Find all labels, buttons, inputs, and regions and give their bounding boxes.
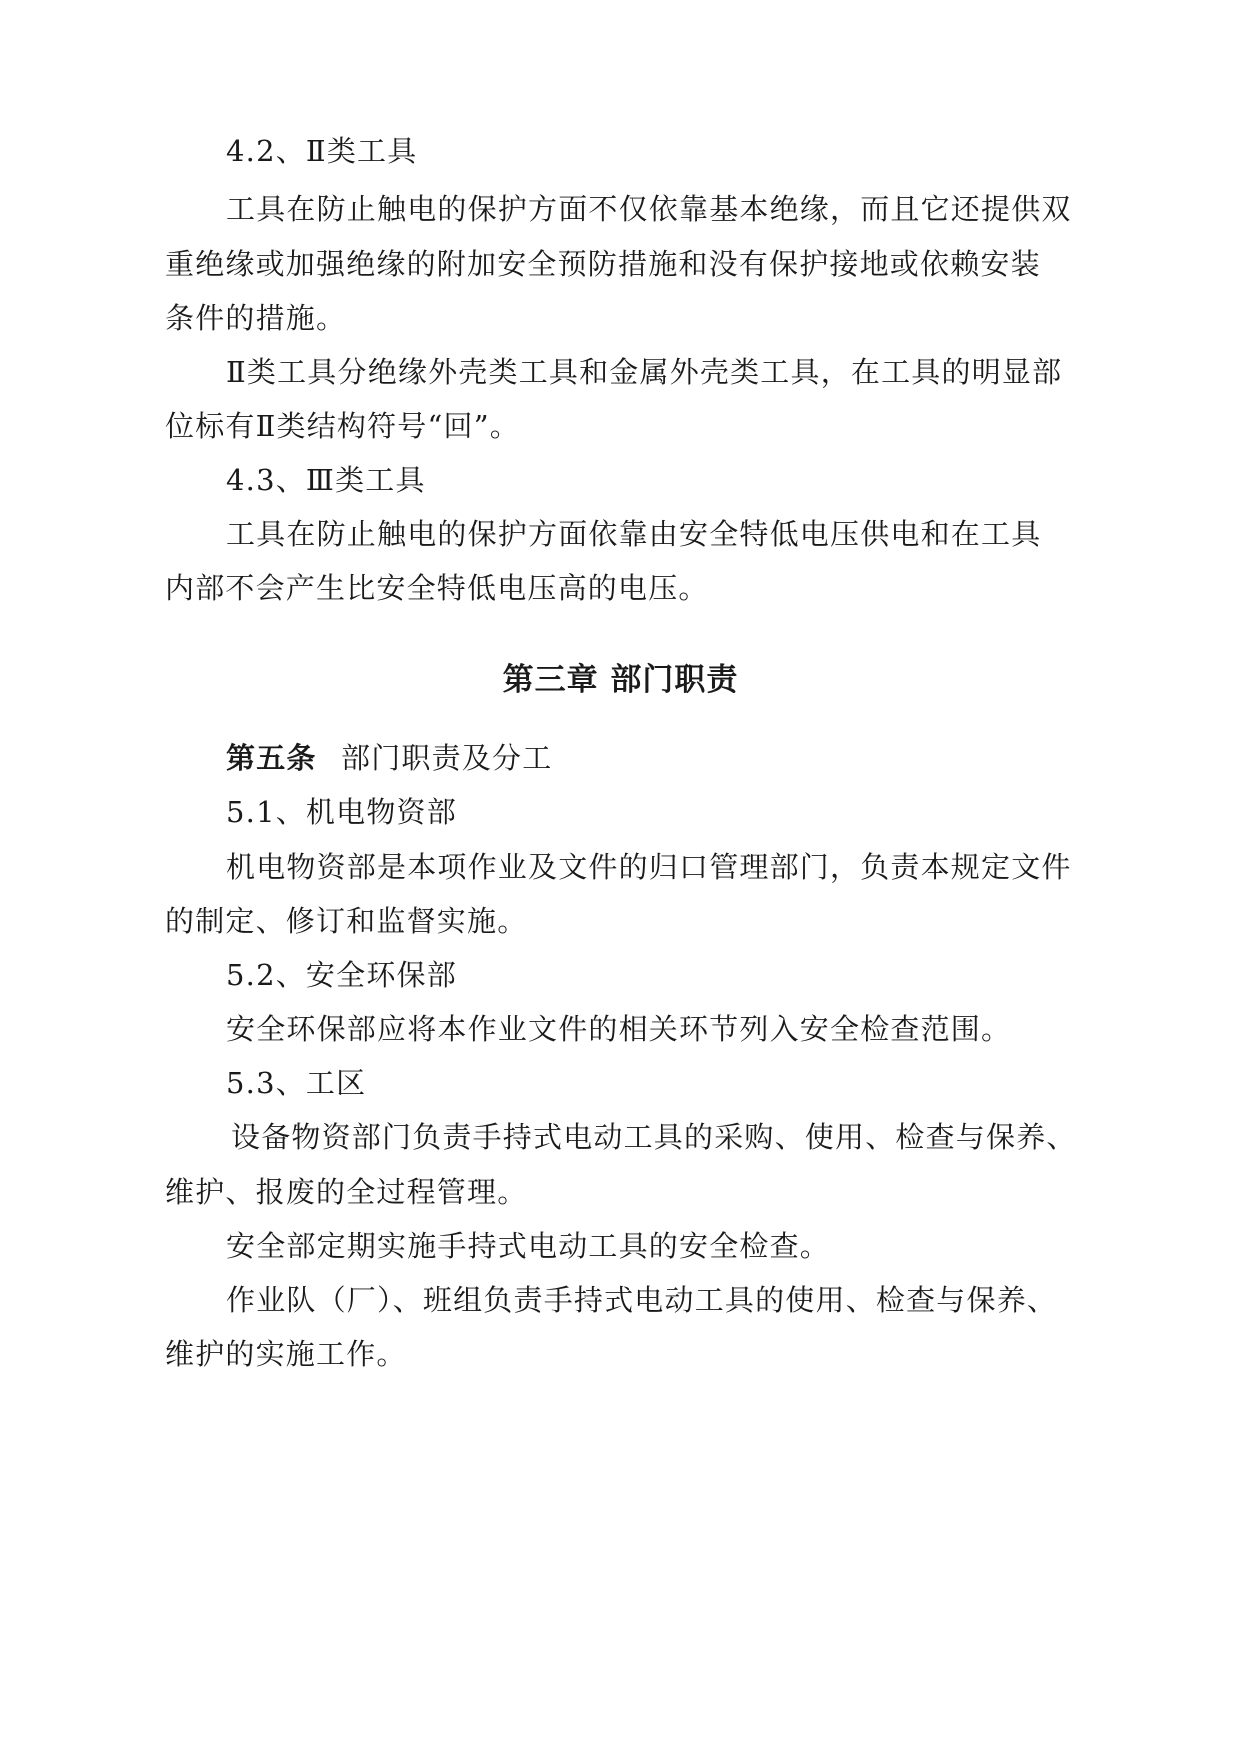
paragraph-line: 维护、报废的全过程管理。	[165, 1175, 528, 1209]
paragraph-line: 安全部定期实施手持式电动工具的安全检查。	[226, 1229, 831, 1263]
section-heading-4-2: 4.2、Ⅱ类工具	[226, 134, 418, 168]
paragraph-line: 的制定、修订和监督实施。	[165, 904, 528, 938]
paragraph-line: 工具在防止触电的保护方面依靠由安全特低电压供电和在工具	[226, 517, 1042, 551]
paragraph-line: Ⅱ类工具分绝缘外壳类工具和金属外壳类工具，在工具的明显部	[226, 355, 1063, 389]
paragraph-line: 安全环保部应将本作业文件的相关环节列入安全检查范围。	[226, 1012, 1012, 1046]
section-heading-5-2: 5.2、安全环保部	[226, 958, 457, 992]
paragraph-line: 条件的措施。	[165, 301, 347, 335]
paragraph-line: 设备物资部门负责手持式电动工具的采购、使用、检查与保养、	[231, 1120, 1077, 1154]
paragraph-line: 位标有Ⅱ类结构符号“回”。	[165, 409, 520, 443]
article-label: 第五条	[226, 741, 317, 775]
paragraph-line: 内部不会产生比安全特低电压高的电压。	[165, 571, 709, 605]
paragraph-line: 维护的实施工作。	[165, 1337, 407, 1371]
paragraph-line: 工具在防止触电的保护方面不仅依靠基本绝缘，而且它还提供双	[226, 192, 1072, 226]
paragraph-line: 机电物资部是本项作业及文件的归口管理部门，负责本规定文件	[226, 850, 1072, 884]
section-heading-5-1: 5.1、机电物资部	[226, 795, 457, 829]
article-heading	[226, 738, 552, 778]
section-heading-5-3: 5.3、工区	[226, 1066, 367, 1100]
section-heading-4-3: 4.3、Ⅲ类工具	[226, 463, 426, 497]
article-title: 部门职责及分工	[341, 741, 553, 775]
paragraph-line: 作业队（厂）、班组负责手持式电动工具的使用、检查与保养、	[226, 1283, 1058, 1317]
paragraph-line: 重绝缘或加强绝缘的附加安全预防措施和没有保护接地或依赖安装	[165, 247, 1041, 281]
chapter-heading: 第三章 部门职责	[502, 662, 739, 698]
